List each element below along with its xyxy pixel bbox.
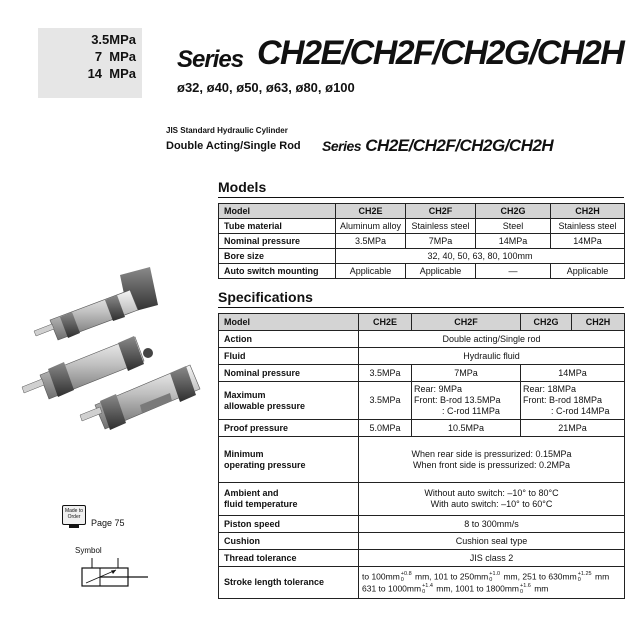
stroke-line-2-tolerance-upper-1: +1.6	[519, 582, 531, 589]
cylinder-symbol-icon	[78, 558, 150, 590]
stroke-line-2	[362, 583, 621, 595]
proof-pressure-row	[219, 420, 625, 437]
auto-switch-ch2e: Applicable	[336, 264, 406, 279]
max-pressure-ch2gh	[521, 382, 625, 420]
max-pressure-label-1: Maximum	[224, 389, 266, 400]
pressure-rating-1: 3.5MPa	[91, 32, 136, 47]
stroke-line-2-tolerance-lower-1: 0	[519, 588, 524, 595]
max-pressure-ch2gh-rear: Rear: 18MPa	[523, 384, 577, 394]
stroke-line-1-unit-0: mm,	[412, 570, 434, 581]
models-header-ch2f: CH2F	[406, 204, 476, 219]
made-to-order-icon-stand	[69, 525, 79, 528]
max-pressure-ch2f-front: Front: B-rod 13.5MPa	[414, 395, 501, 405]
thread-value: JIS class 2	[359, 550, 625, 567]
specs-nominal-pressure-ch2gh: 14MPa	[521, 365, 625, 382]
bore-size-row	[219, 249, 625, 264]
stroke-line-2-tolerance-lower-0: 0	[422, 588, 426, 595]
series-prefix: Series	[177, 46, 244, 73]
models-table	[218, 203, 625, 279]
auto-switch-ch2h: Applicable	[551, 264, 625, 279]
temperature-label	[219, 483, 359, 516]
models-nominal-pressure-ch2h: 14MPa	[551, 234, 625, 249]
bore-size-label: Bore size	[219, 249, 336, 264]
stroke-line-1-tolerance-1	[489, 571, 500, 583]
temperature-value	[359, 483, 625, 516]
piston-speed-label: Piston speed	[219, 516, 359, 533]
models-header-ch2g: CH2G	[476, 204, 551, 219]
pressure-rating-3: 14 MPa	[87, 66, 136, 81]
max-pressure-ch2gh-front: Front: B-rod 18MPa	[523, 395, 603, 405]
models-heading: Models	[218, 179, 267, 195]
models-nominal-pressure-label: Nominal pressure	[219, 234, 336, 249]
models-rule	[218, 197, 624, 198]
min-pressure-label-1: Minimum	[224, 448, 264, 459]
stroke-line-1-tolerance-upper-1: +1.0	[489, 570, 501, 577]
specs-header-row	[219, 314, 625, 331]
stroke-line-1-tolerance-lower-1: 0	[489, 576, 493, 583]
made-to-order-line-2: Order	[67, 514, 81, 520]
fluid-value: Hydraulic fluid	[359, 348, 625, 365]
models-nominal-pressure-ch2f: 7MPa	[406, 234, 476, 249]
min-pressure-front: When front side is pressurized: 0.2MPa	[412, 459, 571, 470]
max-pressure-ch2f-rear: Rear: 9MPa	[414, 384, 463, 394]
stroke-line-1-unit-1: mm,	[501, 570, 523, 581]
proof-pressure-ch2e: 5.0MPa	[359, 420, 412, 437]
models-header-ch2h: CH2H	[551, 204, 625, 219]
sub-series-prefix: Series	[322, 138, 362, 154]
action-value: Double acting/Single rod	[359, 331, 625, 348]
tube-material-row	[219, 219, 625, 234]
cylinder-flange-mount	[34, 267, 158, 340]
page-reference[interactable]: Page 75	[91, 518, 125, 528]
sub-series-title	[322, 136, 553, 156]
piston-speed-value: 8 to 300mm/s	[359, 516, 625, 533]
stroke-line-2-tolerance-0	[422, 583, 433, 595]
stroke-line-2-range-0: 631 to 1000mm	[362, 582, 422, 593]
specs-rule	[218, 307, 624, 308]
specs-header-ch2g: CH2G	[521, 314, 572, 331]
made-to-order-icon	[62, 505, 86, 525]
tube-material-ch2h: Stainless steel	[551, 219, 625, 234]
auto-switch-ch2f: Applicable	[406, 264, 476, 279]
fluid-row	[219, 348, 625, 365]
models-nominal-pressure-row	[219, 234, 625, 249]
max-pressure-ch2gh-crod: : C-rod 14MPa	[551, 406, 610, 416]
made-to-order-line-1: Made to	[64, 508, 84, 514]
stroke-label: Stroke length tolerance	[219, 567, 359, 599]
auto-switch-row	[219, 264, 625, 279]
thread-label: Thread tolerance	[219, 550, 359, 567]
standard-label: JIS Standard Hydraulic Cylinder	[166, 126, 288, 135]
min-pressure-label-2: operating pressure	[224, 459, 306, 470]
fluid-label: Fluid	[219, 348, 359, 365]
min-pressure-row	[219, 437, 625, 483]
pressure-rating-box	[38, 28, 142, 98]
specs-header-ch2h: CH2H	[572, 314, 625, 331]
min-pressure-rear: When rear side is pressurized: 0.15MPa	[411, 448, 572, 459]
bore-sizes: ø32, ø40, ø50, ø63, ø80, ø100	[177, 80, 355, 95]
stroke-value	[359, 567, 625, 599]
max-pressure-label-2: allowable pressure	[224, 400, 306, 411]
bore-size-value: 32, 40, 50, 63, 80, 100mm	[336, 249, 625, 264]
action-label: Double Acting/Single Rod	[166, 140, 301, 152]
stroke-line-1-range-1: 101 to 250mm	[433, 570, 489, 581]
max-pressure-label	[219, 382, 359, 420]
piston-speed-row	[219, 516, 625, 533]
stroke-line-1-tolerance-lower-0: 0	[400, 576, 404, 583]
max-pressure-ch2e: 3.5MPa	[359, 382, 412, 420]
max-pressure-ch2f	[412, 382, 521, 420]
sub-series-name: CH2E/CH2F/CH2G/CH2H	[365, 136, 554, 155]
thread-row	[219, 550, 625, 567]
specs-nominal-pressure-ch2e: 3.5MPa	[359, 365, 412, 382]
specs-heading: Specifications	[218, 289, 313, 305]
temperature-row	[219, 483, 625, 516]
stroke-line-2-tolerance-1	[520, 583, 531, 595]
models-header-ch2e: CH2E	[336, 204, 406, 219]
cushion-value: Cushion seal type	[359, 533, 625, 550]
stroke-line-1-tolerance-0	[401, 571, 412, 583]
models-header-model: Model	[219, 204, 336, 219]
proof-pressure-label: Proof pressure	[219, 420, 359, 437]
specs-header-ch2f: CH2F	[412, 314, 521, 331]
models-nominal-pressure-ch2g: 14MPa	[476, 234, 551, 249]
temperature-label-1: Ambient and	[224, 488, 279, 498]
stroke-line-2-range-1: 1001 to 1800mm	[455, 582, 519, 593]
stroke-line-1-tolerance-2	[578, 571, 592, 583]
models-nominal-pressure-ch2e: 3.5MPa	[336, 234, 406, 249]
max-pressure-ch2f-crod: : C-rod 11MPa	[442, 406, 500, 416]
specs-nominal-pressure-row	[219, 365, 625, 382]
stroke-row	[219, 567, 625, 599]
temperature-with-switch: With auto switch: –10° to 60°C	[430, 499, 553, 509]
cushion-row	[219, 533, 625, 550]
stroke-line-1	[362, 571, 621, 583]
specs-nominal-pressure-label: Nominal pressure	[219, 365, 359, 382]
tube-material-label: Tube material	[219, 219, 336, 234]
min-pressure-value	[359, 437, 625, 483]
action-row	[219, 331, 625, 348]
symbol-label: Symbol	[75, 546, 102, 555]
tube-material-ch2e: Aluminum alloy	[336, 219, 406, 234]
stroke-line-2-unit-0: mm,	[433, 582, 456, 593]
stroke-line-1-range-0: to 100mm	[362, 570, 400, 581]
stroke-line-1-tolerance-lower-2: 0	[577, 576, 581, 583]
cylinder-product-illustration	[20, 265, 215, 445]
tube-material-ch2f: Stainless steel	[406, 219, 476, 234]
specs-header-model: Model	[219, 314, 359, 331]
stroke-line-1-unit-2: mm	[592, 570, 610, 581]
proof-pressure-ch2gh: 21MPa	[521, 420, 625, 437]
temperature-label-2: fluid temperature	[224, 499, 298, 509]
pressure-rating-2: 7 MPa	[94, 49, 136, 64]
stroke-line-1-range-2: 251 to 630mm	[522, 570, 577, 581]
models-header-row	[219, 204, 625, 219]
stroke-line-2-unit-1: mm	[531, 582, 549, 593]
max-pressure-row	[219, 382, 625, 420]
cushion-label: Cushion	[219, 533, 359, 550]
specs-nominal-pressure-ch2f: 7MPa	[412, 365, 521, 382]
action-row-label: Action	[219, 331, 359, 348]
temperature-no-switch: Without auto switch: –10° to 80°C	[424, 488, 559, 498]
auto-switch-ch2g: —	[476, 264, 551, 279]
stroke-line-1-tolerance-upper-2: +1.25	[577, 570, 592, 577]
auto-switch-label: Auto switch mounting	[219, 264, 336, 279]
proof-pressure-ch2f: 10.5MPa	[412, 420, 521, 437]
stroke-line-1-tolerance-upper-0: +0.8	[400, 570, 412, 577]
tube-material-ch2g: Steel	[476, 219, 551, 234]
specs-header-ch2e: CH2E	[359, 314, 412, 331]
min-pressure-label	[219, 437, 359, 483]
stroke-line-2-tolerance-upper-0: +1.4	[422, 582, 433, 589]
specs-table	[218, 313, 625, 599]
series-title: CH2E/CH2F/CH2G/CH2H	[257, 34, 624, 72]
